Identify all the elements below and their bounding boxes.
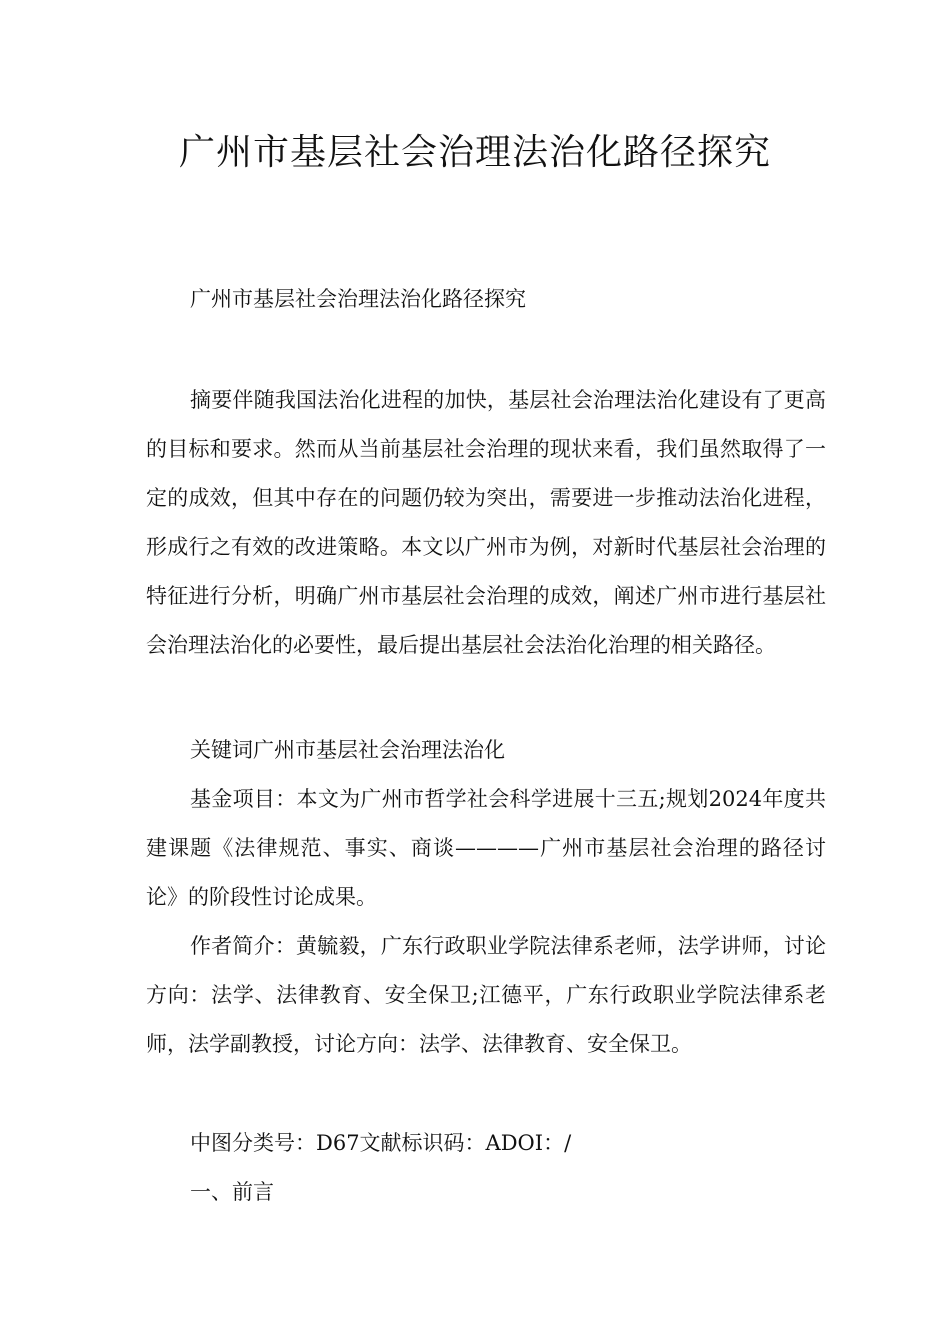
document-title: 广州市基层社会治理法治化路径探究: [178, 132, 771, 173]
document-subtitle: 广州市基层社会治理法治化路径探究: [190, 287, 526, 311]
classification-line: 中图分类号：D67文献标识码：ADOI：/: [190, 1131, 572, 1155]
author-paragraph: 作者简介：黄毓毅，广东行政职业学院法律系老师，法学讲师，讨论方向：法学、法律教育、安全保卫;江德平，广东行政职业学院法律系老师，法学副教授，讨论方向：法学、法律教育、安全保卫。: [146, 934, 826, 1056]
abstract-paragraph: 摘要伴随我国法治化进程的加快，基层社会治理法治化建设有了更高的目标和要求。然而从当前基层社会治理的现状来看，我们虽然取得了一定的成效，但其中存在的问题仍较为突出，需要进一步推动法治化进程，形成行之有效的改进策略。本文以广州市为例，对新时代基层社会治理的特征进行分析，明确广州市基层社会治理的成效，阐述广州市进行基层社会治理法治化的必要性，最后提出基层社会法治化治理的相关路径。: [146, 388, 826, 657]
section-heading: 一、前言: [190, 1180, 274, 1204]
fund-paragraph: 基金项目：本文为广州市哲学社会科学进展十三五;规划2024年度共建课题《法律规范、事实、商谈————广州市基层社会治理的路径讨论》的阶段性讨论成果。: [146, 787, 826, 909]
keywords-paragraph: 关键词广州市基层社会治理法治化: [190, 738, 505, 762]
